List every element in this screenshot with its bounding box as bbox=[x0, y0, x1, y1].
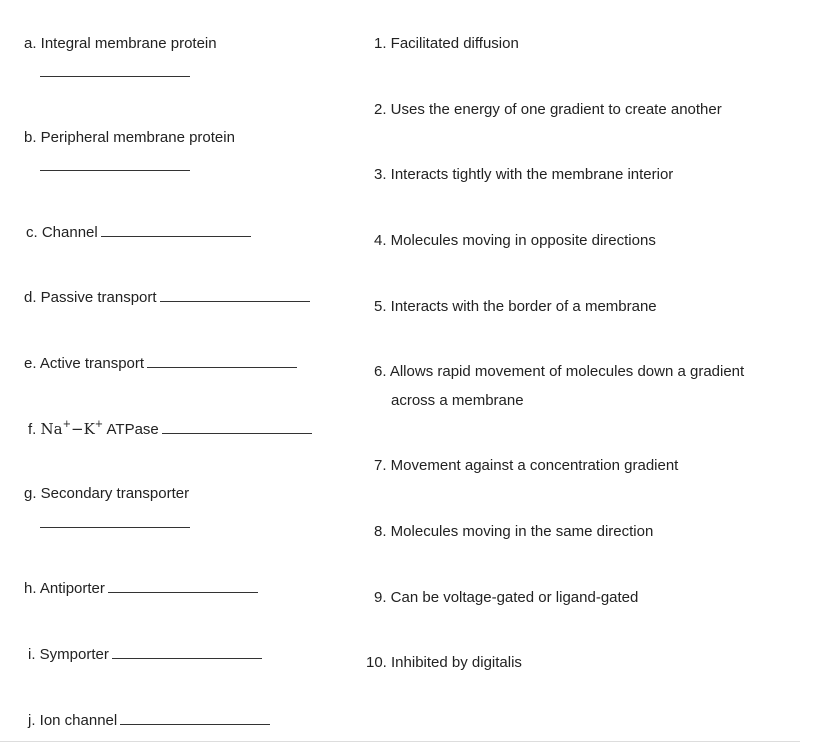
term-c-label: c. Channel bbox=[26, 224, 98, 241]
answer-blank-i[interactable] bbox=[112, 644, 262, 659]
answer-blank-a[interactable] bbox=[40, 76, 190, 77]
term-a bbox=[24, 34, 217, 54]
definition-7 bbox=[374, 456, 678, 476]
definition-4-text: 4. Molecules moving in opposite directions bbox=[374, 232, 656, 249]
definition-6 bbox=[374, 362, 744, 382]
definition-2 bbox=[374, 100, 722, 120]
term-f-plus-1: + bbox=[62, 419, 71, 430]
definition-9-text: 9. Can be voltage-gated or ligand-gated bbox=[374, 589, 639, 606]
definition-4 bbox=[374, 231, 656, 251]
term-d bbox=[24, 287, 310, 308]
term-b-label: b. Peripheral membrane protein bbox=[24, 129, 235, 146]
term-g-label: g. Secondary transporter bbox=[24, 485, 190, 502]
definition-6-text: 6. Allows rapid movement of molecules down a gradient bbox=[374, 363, 745, 380]
term-f-na: Na bbox=[40, 420, 63, 438]
bottom-divider bbox=[0, 741, 800, 742]
definition-7-text: 7. Movement against a concentration gradient bbox=[374, 457, 679, 474]
definition-5 bbox=[374, 297, 657, 317]
answer-blank-h[interactable] bbox=[108, 578, 258, 593]
term-i-label: i. Symporter bbox=[28, 646, 109, 663]
answer-blank-c[interactable] bbox=[101, 222, 251, 237]
term-d-label: d. Passive transport bbox=[24, 289, 157, 306]
term-f-k: K bbox=[83, 420, 95, 438]
definition-5-text: 5. Interacts with the border of a membrane bbox=[374, 298, 657, 315]
term-f-prefix: f. bbox=[28, 421, 37, 438]
answer-blank-d[interactable] bbox=[160, 287, 310, 302]
answer-blank-b[interactable] bbox=[40, 170, 190, 171]
definition-3 bbox=[374, 165, 673, 185]
term-f bbox=[28, 419, 312, 440]
term-f-plus-2: + bbox=[94, 419, 104, 430]
answer-blank-j[interactable] bbox=[120, 710, 270, 725]
term-f-formula bbox=[41, 420, 104, 438]
definition-1-text: 1. Facilitated diffusion bbox=[374, 35, 519, 52]
definition-10 bbox=[366, 653, 522, 673]
answer-blank-g[interactable] bbox=[40, 527, 190, 528]
term-c bbox=[26, 222, 251, 243]
definition-10-text: 10. Inhibited by digitalis bbox=[366, 654, 522, 671]
term-h bbox=[24, 578, 258, 599]
term-f-suffix: ATPase bbox=[106, 421, 159, 438]
definition-2-text: 2. Uses the energy of one gradient to create another bbox=[374, 101, 722, 118]
term-a-label: a. Integral membrane protein bbox=[24, 35, 217, 52]
definition-3-text: 3. Interacts tightly with the membrane interior bbox=[374, 166, 674, 183]
term-h-label: h. Antiporter bbox=[24, 580, 105, 597]
term-e-label: e. Active transport bbox=[24, 355, 145, 372]
definition-6-cont-text: across a membrane bbox=[391, 392, 524, 409]
term-f-dash: − bbox=[70, 420, 84, 438]
answer-blank-f[interactable] bbox=[162, 419, 312, 434]
definition-1 bbox=[374, 34, 519, 54]
answer-blank-e[interactable] bbox=[147, 353, 297, 368]
term-j bbox=[28, 710, 270, 731]
definition-9 bbox=[374, 588, 638, 608]
definition-8 bbox=[374, 522, 653, 542]
term-g bbox=[24, 484, 189, 504]
term-j-label: j. Ion channel bbox=[28, 712, 118, 729]
term-b bbox=[24, 128, 235, 148]
term-e bbox=[24, 353, 297, 374]
definition-8-text: 8. Molecules moving in the same direction bbox=[374, 523, 654, 540]
definition-6-continued bbox=[391, 391, 524, 411]
term-i bbox=[28, 644, 262, 665]
